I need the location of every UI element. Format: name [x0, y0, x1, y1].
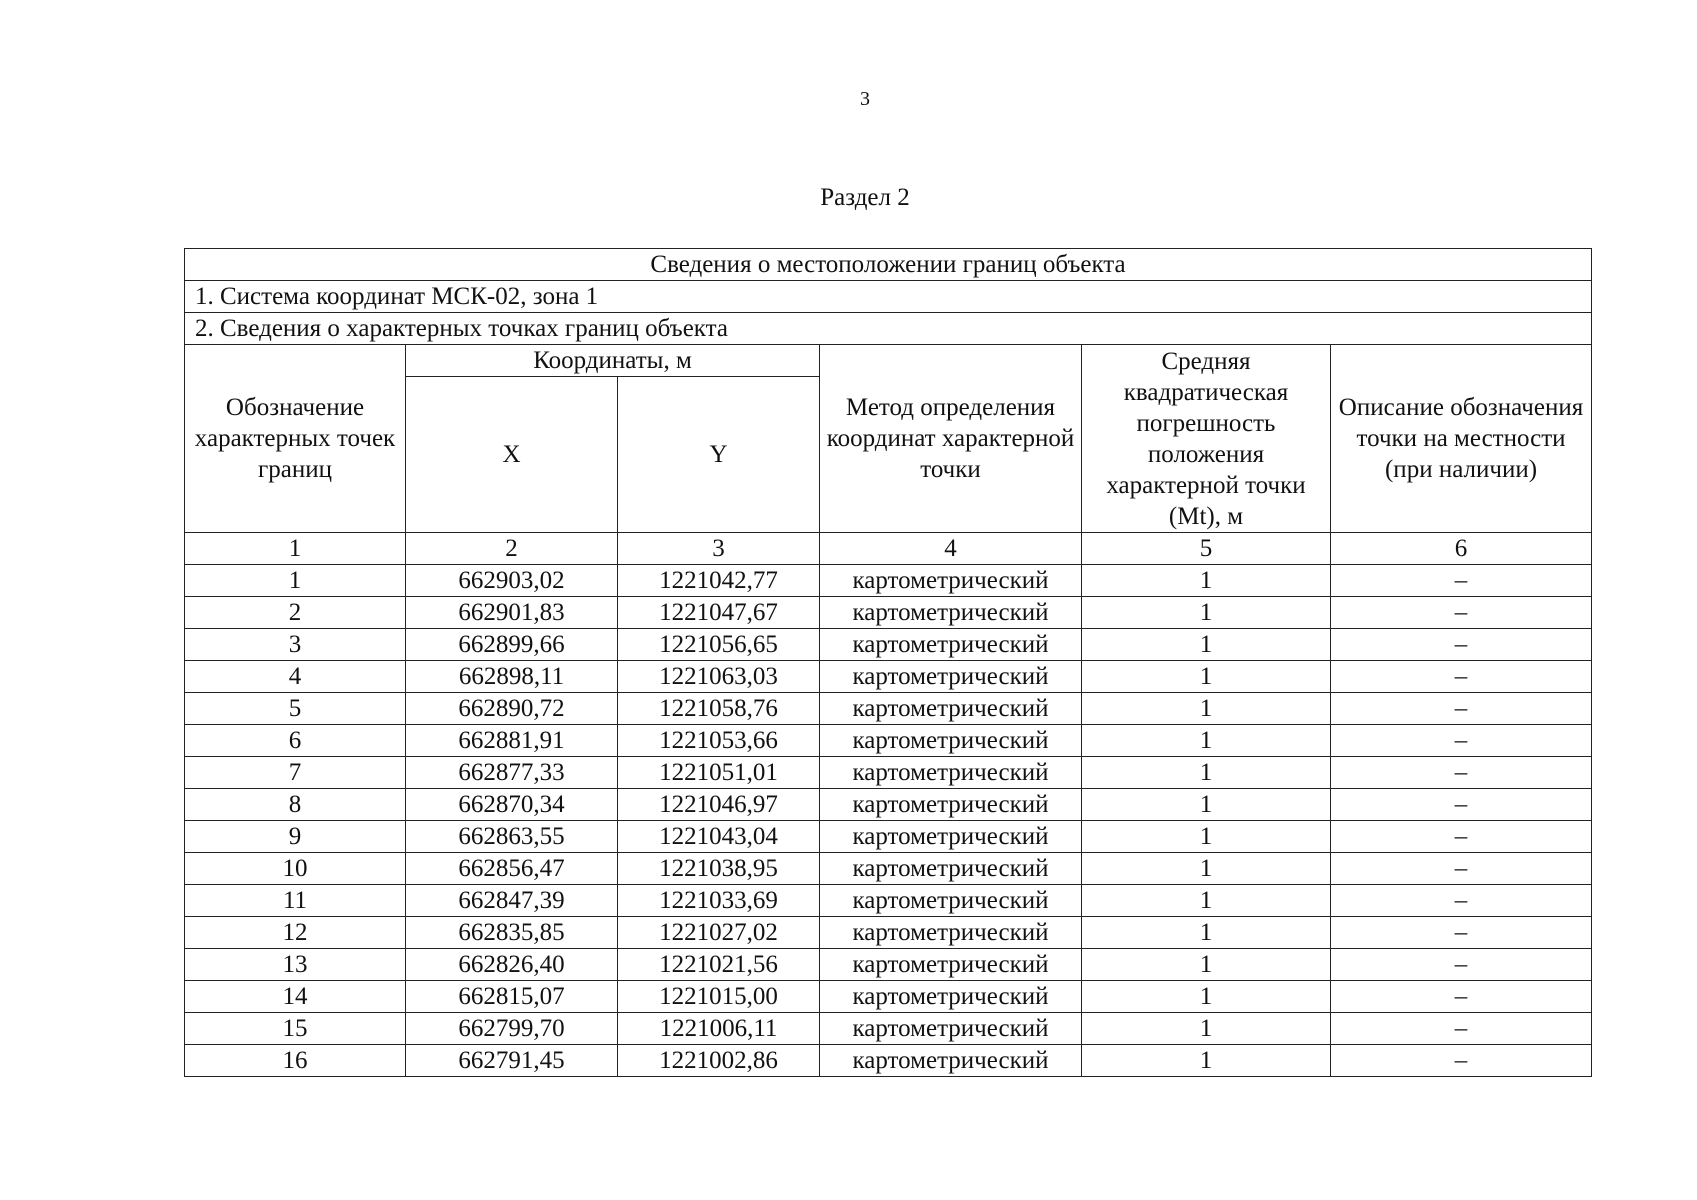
y-coordinate-cell: 1221002,86 [618, 1045, 820, 1077]
section-title: Раздел 2 [820, 184, 910, 211]
header-designation: Обозначение характерных точек границ [185, 345, 406, 533]
point-number-cell: 10 [185, 853, 406, 885]
description-cell: – [1331, 757, 1592, 789]
y-coordinate-cell: 1221043,04 [618, 821, 820, 853]
method-cell: картометрический [820, 1045, 1082, 1077]
point-number-cell: 6 [185, 725, 406, 757]
column-number: 2 [406, 533, 618, 565]
error-cell: 1 [1082, 725, 1331, 757]
points-heading-label: 2. Сведения о характерных точках границ объекта [185, 313, 1592, 345]
point-number-cell: 4 [185, 661, 406, 693]
description-cell: – [1331, 853, 1592, 885]
header-error: Средняя квадратическая погрешность положения характерной точки (Mt), м [1082, 345, 1331, 533]
table-row [185, 597, 1592, 629]
column-number: 6 [1331, 533, 1592, 565]
method-cell: картометрический [820, 949, 1082, 981]
description-cell: – [1331, 789, 1592, 821]
method-cell: картометрический [820, 725, 1082, 757]
x-coordinate-cell: 662898,11 [406, 661, 618, 693]
point-number-cell: 2 [185, 597, 406, 629]
x-coordinate-cell: 662877,33 [406, 757, 618, 789]
table-row [185, 789, 1592, 821]
description-cell: – [1331, 885, 1592, 917]
error-cell: 1 [1082, 981, 1331, 1013]
method-cell: картометрический [820, 597, 1082, 629]
description-cell: – [1331, 821, 1592, 853]
point-number-cell: 8 [185, 789, 406, 821]
error-cell: 1 [1082, 597, 1331, 629]
error-cell: 1 [1082, 1013, 1331, 1045]
table-body [185, 249, 1592, 1077]
y-coordinate-cell: 1221046,97 [618, 789, 820, 821]
description-cell: – [1331, 949, 1592, 981]
y-coordinate-cell: 1221051,01 [618, 757, 820, 789]
method-cell: картометрический [820, 1013, 1082, 1045]
header-x: X [406, 377, 618, 533]
point-number-cell: 9 [185, 821, 406, 853]
point-number-cell: 1 [185, 565, 406, 597]
method-cell: картометрический [820, 661, 1082, 693]
method-cell: картометрический [820, 789, 1082, 821]
error-cell: 1 [1082, 661, 1331, 693]
y-coordinate-cell: 1221027,02 [618, 917, 820, 949]
x-coordinate-cell: 662890,72 [406, 693, 618, 725]
error-cell: 1 [1082, 693, 1331, 725]
table-row [185, 885, 1592, 917]
header-method: Метод определения координат характерной точки [820, 345, 1082, 533]
error-cell: 1 [1082, 757, 1331, 789]
method-cell: картометрический [820, 757, 1082, 789]
y-coordinate-cell: 1221056,65 [618, 629, 820, 661]
points-heading-row [185, 313, 1592, 345]
coord-system-label: 1. Система координат МСК-02, зона 1 [185, 281, 1592, 313]
table-row [185, 757, 1592, 789]
description-cell: – [1331, 725, 1592, 757]
error-cell: 1 [1082, 917, 1331, 949]
x-coordinate-cell: 662791,45 [406, 1045, 618, 1077]
table-row [185, 821, 1592, 853]
method-cell: картометрический [820, 565, 1082, 597]
method-cell: картометрический [820, 885, 1082, 917]
description-cell: – [1331, 661, 1592, 693]
x-coordinate-cell: 662903,02 [406, 565, 618, 597]
description-cell: – [1331, 917, 1592, 949]
error-cell: 1 [1082, 789, 1331, 821]
point-number-cell: 11 [185, 885, 406, 917]
error-cell: 1 [1082, 949, 1331, 981]
x-coordinate-cell: 662870,34 [406, 789, 618, 821]
x-coordinate-cell: 662899,66 [406, 629, 618, 661]
y-coordinate-cell: 1221063,03 [618, 661, 820, 693]
x-coordinate-cell: 662863,55 [406, 821, 618, 853]
table-row [185, 1013, 1592, 1045]
table-row [185, 661, 1592, 693]
method-cell: картометрический [820, 917, 1082, 949]
x-coordinate-cell: 662835,85 [406, 917, 618, 949]
table-row [185, 981, 1592, 1013]
y-coordinate-cell: 1221015,00 [618, 981, 820, 1013]
header-row-top [185, 345, 1592, 377]
column-number: 4 [820, 533, 1082, 565]
table-row [185, 725, 1592, 757]
x-coordinate-cell: 662815,07 [406, 981, 618, 1013]
point-number-cell: 15 [185, 1013, 406, 1045]
point-number-cell: 12 [185, 917, 406, 949]
description-cell: – [1331, 1045, 1592, 1077]
table-row [185, 565, 1592, 597]
point-number-cell: 5 [185, 693, 406, 725]
point-number-cell: 7 [185, 757, 406, 789]
y-coordinate-cell: 1221047,67 [618, 597, 820, 629]
header-y: Y [618, 377, 820, 533]
table-row [185, 917, 1592, 949]
x-coordinate-cell: 662847,39 [406, 885, 618, 917]
table-row [185, 629, 1592, 661]
table-title: Сведения о местоположении границ объекта [185, 249, 1592, 281]
point-number-cell: 16 [185, 1045, 406, 1077]
description-cell: – [1331, 693, 1592, 725]
y-coordinate-cell: 1221038,95 [618, 853, 820, 885]
table-row [185, 949, 1592, 981]
column-number-row [185, 533, 1592, 565]
description-cell: – [1331, 1013, 1592, 1045]
header-description: Описание обозначения точки на местности (при наличии) [1331, 345, 1592, 533]
description-cell: – [1331, 597, 1592, 629]
x-coordinate-cell: 662856,47 [406, 853, 618, 885]
x-coordinate-cell: 662881,91 [406, 725, 618, 757]
y-coordinate-cell: 1221042,77 [618, 565, 820, 597]
column-number: 5 [1082, 533, 1331, 565]
column-number: 1 [185, 533, 406, 565]
method-cell: картометрический [820, 821, 1082, 853]
point-number-cell: 13 [185, 949, 406, 981]
description-cell: – [1331, 565, 1592, 597]
boundary-points-table [184, 248, 1592, 1077]
error-cell: 1 [1082, 821, 1331, 853]
x-coordinate-cell: 662799,70 [406, 1013, 618, 1045]
method-cell: картометрический [820, 693, 1082, 725]
method-cell: картометрический [820, 853, 1082, 885]
y-coordinate-cell: 1221021,56 [618, 949, 820, 981]
method-cell: картометрический [820, 629, 1082, 661]
description-cell: – [1331, 629, 1592, 661]
error-cell: 1 [1082, 885, 1331, 917]
y-coordinate-cell: 1221053,66 [618, 725, 820, 757]
x-coordinate-cell: 662826,40 [406, 949, 618, 981]
method-cell: картометрический [820, 981, 1082, 1013]
error-cell: 1 [1082, 853, 1331, 885]
y-coordinate-cell: 1221006,11 [618, 1013, 820, 1045]
table-row [185, 853, 1592, 885]
error-cell: 1 [1082, 565, 1331, 597]
error-cell: 1 [1082, 629, 1331, 661]
table-title-row [185, 249, 1592, 281]
point-number-cell: 14 [185, 981, 406, 1013]
error-cell: 1 [1082, 1045, 1331, 1077]
page-number: 3 [860, 88, 870, 110]
y-coordinate-cell: 1221033,69 [618, 885, 820, 917]
point-number-cell: 3 [185, 629, 406, 661]
y-coordinate-cell: 1221058,76 [618, 693, 820, 725]
coord-system-row [185, 281, 1592, 313]
table-row [185, 1045, 1592, 1077]
column-number: 3 [618, 533, 820, 565]
header-coordinates: Координаты, м [406, 345, 820, 377]
description-cell: – [1331, 981, 1592, 1013]
x-coordinate-cell: 662901,83 [406, 597, 618, 629]
table-row [185, 693, 1592, 725]
